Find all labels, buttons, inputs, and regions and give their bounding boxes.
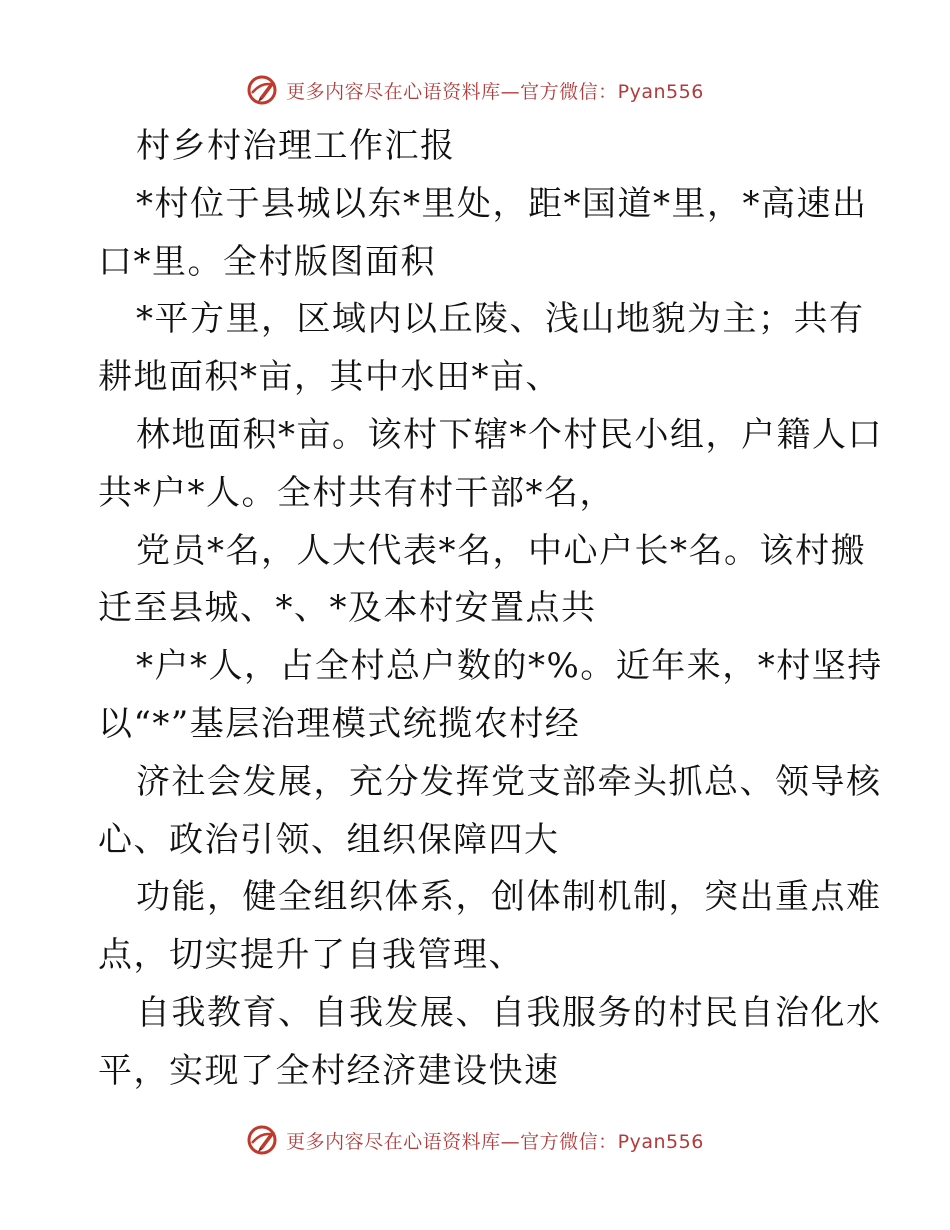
document-line: 心、政治引领、组织保障四大 bbox=[98, 819, 560, 860]
document-line: 自我教育、自我发展、自我服务的村民自治化水 bbox=[136, 992, 882, 1033]
footer-banner-text: 更多内容尽在心语资料库—官方微信：Pyan556 bbox=[286, 1130, 704, 1153]
document-body bbox=[98, 118, 883, 1101]
header-banner-text: 更多内容尽在心语资料库—官方微信：Pyan556 bbox=[286, 80, 704, 103]
document-line: 党员*名，人大代表*名，中心户长*名。该村搬 bbox=[136, 530, 866, 571]
header-banner-content bbox=[246, 73, 704, 107]
document-line: 迁至县城、*、*及本村安置点共 bbox=[98, 588, 597, 629]
document-line: 共*户*人。全村共有村干部*名， bbox=[98, 472, 615, 513]
document-line: 功能，健全组织体系，创体制机制，突出重点难 bbox=[136, 877, 882, 918]
document-line: 村乡村治理工作汇报 bbox=[136, 126, 456, 166]
document-line: 以“*”基层治理模式统揽农村经 bbox=[98, 703, 581, 744]
document-line: *平方里，区域内以丘陵、浅山地貌为主；共有 bbox=[136, 299, 865, 340]
pen-logo-icon bbox=[246, 1123, 280, 1157]
document-line: *户*人，占全村总户数的*%。近年来，*村坚持 bbox=[136, 646, 883, 687]
footer-banner-content bbox=[246, 1123, 704, 1157]
document-line: 平，实现了全村经济建设快速 bbox=[98, 1050, 560, 1091]
document-line: 济社会发展，充分发挥党支部牵头抓总、领导核 bbox=[136, 761, 882, 802]
document-line: 点，切实提升了自我管理、 bbox=[98, 935, 524, 976]
pen-logo-icon bbox=[246, 73, 280, 107]
document-line: 口*里。全村版图面积 bbox=[98, 241, 436, 282]
document-line: *村位于县城以东*里处，距*国道*里，*高速出 bbox=[136, 183, 868, 224]
footer-banner bbox=[0, 1120, 950, 1160]
header-banner bbox=[0, 70, 950, 110]
document-line: 林地面积*亩。该村下辖*个村民小组，户籍人口 bbox=[136, 414, 883, 455]
document-line: 耕地面积*亩，其中水田*亩、 bbox=[98, 357, 561, 398]
